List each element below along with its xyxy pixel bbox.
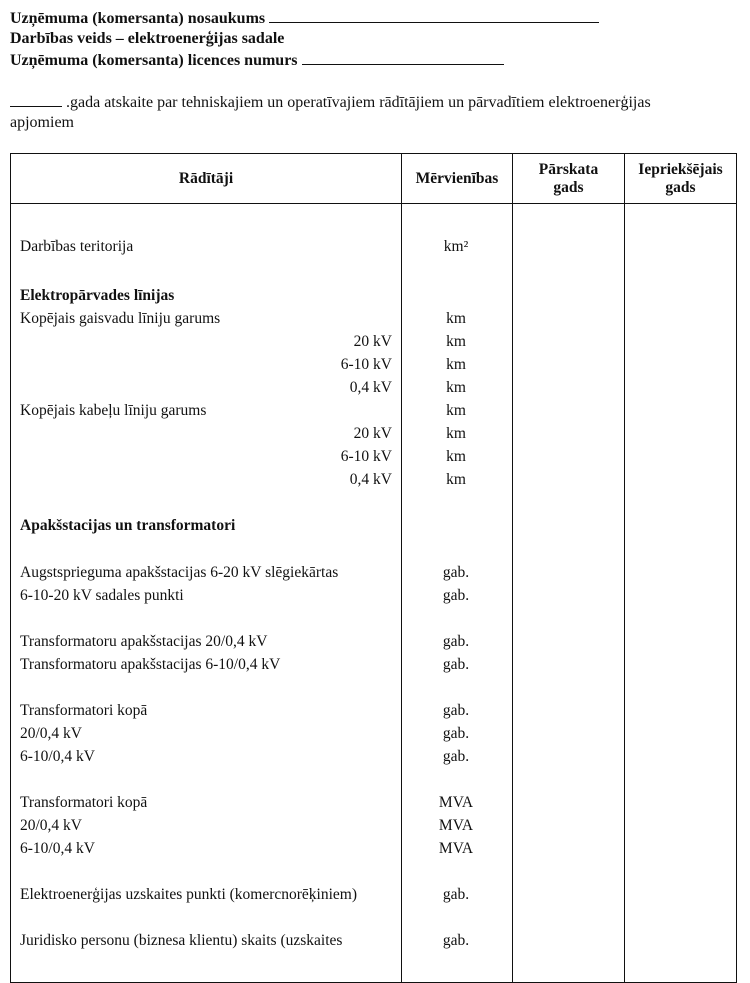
unit-cell: gab. xyxy=(442,725,470,742)
table-row xyxy=(11,584,736,607)
table-row xyxy=(11,929,736,952)
table-row xyxy=(11,745,736,768)
table-row xyxy=(11,468,736,491)
indicator-label: 6-10-20 kV sadales punkti xyxy=(20,587,184,604)
reporting-year-cell[interactable] xyxy=(513,584,624,607)
reporting-year-cell[interactable] xyxy=(513,699,624,722)
table-row xyxy=(11,399,736,422)
previous-year-cell[interactable] xyxy=(625,353,736,376)
unit-cell: gab. xyxy=(442,587,470,604)
indicator-label: Kopējais gaisvadu līniju garums xyxy=(20,310,221,327)
reporting-year-cell[interactable] xyxy=(513,722,624,745)
license-number-field[interactable] xyxy=(302,50,504,65)
company-name-line xyxy=(10,8,599,29)
reporting-year-cell[interactable] xyxy=(513,307,624,330)
reporting-year-cell[interactable] xyxy=(513,561,624,584)
table-row xyxy=(11,353,736,376)
previous-year-cell[interactable] xyxy=(625,330,736,353)
unit-cell: km xyxy=(446,448,466,465)
previous-year-cell[interactable] xyxy=(625,814,736,837)
unit-cell: km xyxy=(446,356,466,373)
section-heading: Elektropārvades līnijas xyxy=(20,287,175,304)
previous-year-cell[interactable] xyxy=(625,745,736,768)
header-divider xyxy=(11,203,736,204)
previous-year-cell[interactable] xyxy=(625,235,736,258)
previous-year-cell[interactable] xyxy=(625,722,736,745)
previous-year-cell[interactable] xyxy=(625,445,736,468)
reporting-year-cell[interactable] xyxy=(513,837,624,860)
previous-year-cell[interactable] xyxy=(625,584,736,607)
indicator-label: 20 kV xyxy=(353,425,392,442)
unit-cell: km xyxy=(446,333,466,350)
table-row xyxy=(11,791,736,814)
indicator-label: Kopējais kabeļu līniju garums xyxy=(20,402,207,419)
unit-cell: km xyxy=(446,310,466,327)
indicator-label: Elektroenerģijas uzskaites punkti (komercnorēķiniem) xyxy=(20,886,358,903)
indicator-label: Juridisko personu (biznesa klientu) skaits (uzskaites xyxy=(20,932,343,949)
unit-cell: km xyxy=(446,471,466,488)
indicator-label: Transformatori kopā xyxy=(20,794,148,811)
reporting-year-cell[interactable] xyxy=(513,399,624,422)
unit-cell: MVA xyxy=(438,794,474,811)
previous-year-cell[interactable] xyxy=(625,791,736,814)
previous-year-cell[interactable] xyxy=(625,307,736,330)
indicator-label: 6-10 kV xyxy=(340,448,392,465)
table-row xyxy=(11,445,736,468)
activity-type-label: Darbības veids – elektroenerģijas sadale xyxy=(10,30,285,47)
previous-year-cell[interactable] xyxy=(625,399,736,422)
table-row xyxy=(11,307,736,330)
previous-year-cell[interactable] xyxy=(625,699,736,722)
previous-year-cell[interactable] xyxy=(625,468,736,491)
column-header-indicators: Rādītāji xyxy=(178,169,234,187)
unit-cell: gab. xyxy=(442,633,470,650)
reporting-year-cell[interactable] xyxy=(513,883,624,906)
indicator-label: 6-10/0,4 kV xyxy=(20,840,95,857)
unit-cell: MVA xyxy=(438,817,474,834)
table-row xyxy=(11,814,736,837)
indicator-label: Transformatori kopā xyxy=(20,702,148,719)
indicator-label: 0,4 kV xyxy=(349,379,392,396)
indicator-label: Transformatoru apakšstacijas 6-10/0,4 kV xyxy=(20,656,281,673)
year-field[interactable] xyxy=(10,92,62,107)
table-row xyxy=(11,837,736,860)
previous-year-cell[interactable] xyxy=(625,837,736,860)
reporting-year-cell[interactable] xyxy=(513,630,624,653)
unit-cell: gab. xyxy=(442,656,470,673)
indicator-label: 20 kV xyxy=(353,333,392,350)
previous-year-cell[interactable] xyxy=(625,630,736,653)
table-row xyxy=(11,376,736,399)
table-row xyxy=(11,235,736,258)
indicator-label: 20/0,4 kV xyxy=(20,817,82,834)
indicator-label: 6-10 kV xyxy=(340,356,392,373)
unit-cell: km xyxy=(446,379,466,396)
table-row xyxy=(11,514,736,537)
reporting-year-cell[interactable] xyxy=(513,422,624,445)
previous-year-cell[interactable] xyxy=(625,422,736,445)
indicator-label: 6-10/0,4 kV xyxy=(20,748,95,765)
reporting-year-cell[interactable] xyxy=(513,745,624,768)
indicator-label: 0,4 kV xyxy=(349,471,392,488)
reporting-year-cell[interactable] xyxy=(513,330,624,353)
unit-cell: gab. xyxy=(442,932,470,949)
indicator-label: Darbības teritorija xyxy=(20,238,134,255)
table-row xyxy=(11,653,736,676)
unit-cell: km xyxy=(446,425,466,442)
previous-year-cell[interactable] xyxy=(625,376,736,399)
indicator-label: Transformatoru apakšstacijas 20/0,4 kV xyxy=(20,633,268,650)
table-row xyxy=(11,630,736,653)
indicator-label: 20/0,4 kV xyxy=(20,725,82,742)
reporting-year-cell[interactable] xyxy=(513,468,624,491)
reporting-year-cell[interactable] xyxy=(513,353,624,376)
report-intro-text: .gada atskaite par tehniskajiem un operatīvajiem rādītājiem un pārvadītiem elektroenerģijas apjomiem xyxy=(10,94,651,131)
table-row xyxy=(11,422,736,445)
table-row xyxy=(11,883,736,906)
previous-year-cell[interactable] xyxy=(625,561,736,584)
reporting-year-cell[interactable] xyxy=(513,929,624,952)
table-row xyxy=(11,699,736,722)
unit-cell: km xyxy=(446,402,466,419)
reporting-year-cell[interactable] xyxy=(513,653,624,676)
section-heading: Apakšstacijas un transformatori xyxy=(20,517,236,534)
table-row xyxy=(11,722,736,745)
unit-cell: MVA xyxy=(438,840,474,857)
unit-cell: gab. xyxy=(442,886,470,903)
reporting-year-cell[interactable] xyxy=(513,445,624,468)
report-intro xyxy=(10,92,700,133)
column-header-reporting-year: Pārskata gads xyxy=(538,160,599,196)
company-name-field[interactable] xyxy=(269,8,599,23)
reporting-year-cell[interactable] xyxy=(513,791,624,814)
column-header-previous-year: Iepriekšējais gads xyxy=(638,160,723,196)
unit-cell: gab. xyxy=(442,748,470,765)
previous-year-cell[interactable] xyxy=(625,653,736,676)
indicators-table xyxy=(10,153,737,983)
previous-year-cell[interactable] xyxy=(625,883,736,906)
company-name-label: Uzņēmuma (komersanta) nosaukums xyxy=(10,10,266,27)
table-row xyxy=(11,330,736,353)
previous-year-cell[interactable] xyxy=(625,929,736,952)
reporting-year-cell[interactable] xyxy=(513,814,624,837)
activity-type-line xyxy=(10,29,284,49)
table-row xyxy=(11,561,736,584)
unit-cell: gab. xyxy=(442,564,470,581)
unit-cell: km² xyxy=(443,238,469,255)
license-number-line xyxy=(10,50,504,71)
column-header-units: Mērvienības xyxy=(415,169,499,187)
reporting-year-cell[interactable] xyxy=(513,376,624,399)
indicator-label: Augstsprieguma apakšstacijas 6-20 kV slēgiekārtas xyxy=(20,564,339,581)
reporting-year-cell[interactable] xyxy=(513,235,624,258)
license-number-label: Uzņēmuma (komersanta) licences numurs xyxy=(10,52,298,69)
table-row xyxy=(11,284,736,307)
unit-cell: gab. xyxy=(442,702,470,719)
